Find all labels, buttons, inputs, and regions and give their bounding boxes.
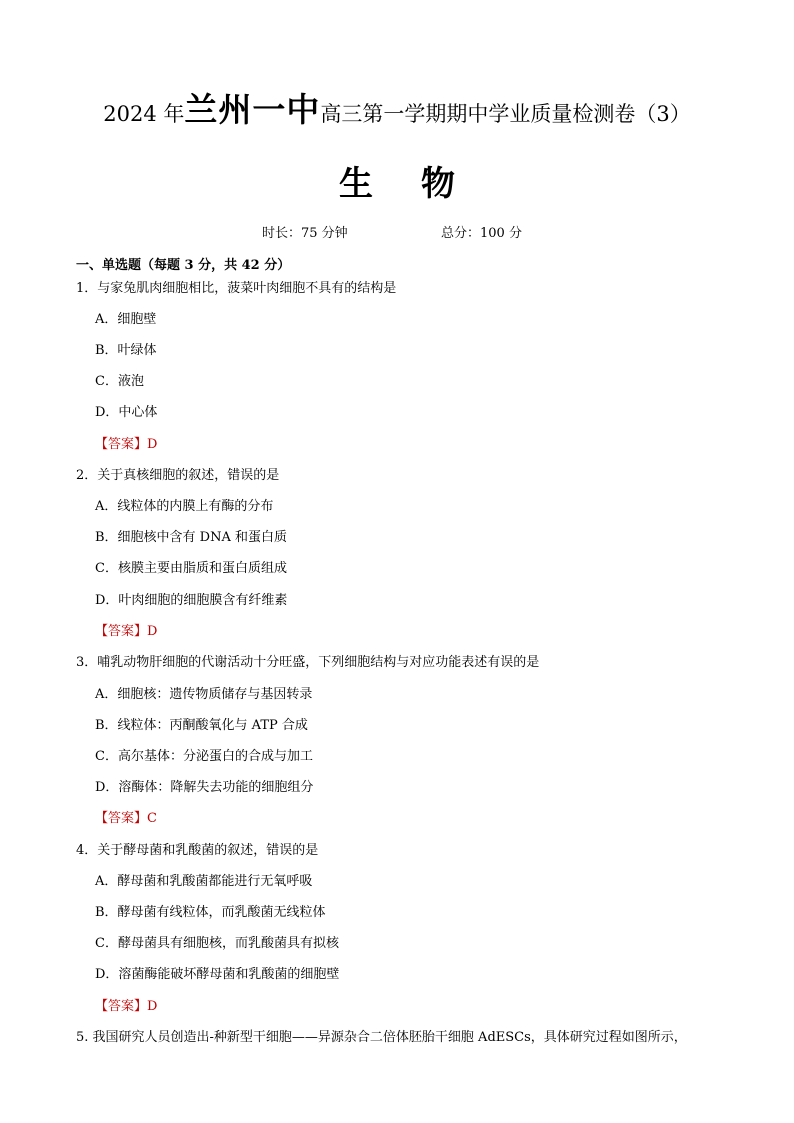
option: C．核膜主要由脂质和蛋白质组成 [95, 561, 287, 576]
option: C．高尔基体：分泌蛋白的合成与加工 [95, 749, 313, 764]
section-heading: 一、单选题（每题 3 分，共 42 分） [76, 258, 291, 273]
option: D．溶酶体：降解失去功能的细胞组分 [95, 780, 314, 795]
question-stem: 4．关于酵母菌和乳酸菌的叙述，错误的是 [76, 843, 319, 858]
answer-line [95, 810, 157, 828]
exam-title [0, 90, 794, 134]
answer-label: 【答案】 [95, 437, 148, 452]
title-year: 2024 年 [103, 102, 185, 126]
option: B．细胞核中含有 DNA 和蛋白质 [95, 530, 288, 545]
answer-line [95, 623, 157, 641]
subject-heading: 生物 [339, 164, 503, 204]
duration-text: 时长：75 分钟 [262, 226, 348, 241]
answer-value: D [147, 437, 158, 452]
answer-line [95, 436, 157, 454]
answer-label: 【答案】 [95, 999, 148, 1014]
option: A．细胞壁 [95, 312, 157, 327]
option: A．细胞核：遗传物质储存与基因转录 [95, 687, 313, 702]
answer-value: D [147, 999, 158, 1014]
question-stem: 5. 我国研究人员创造出-种新型干细胞——异源杂合二倍体胚胎干细胞 AdESCs，具体研究过程如图所示， [76, 1030, 687, 1045]
option: A．线粒体的内膜上有酶的分布 [95, 499, 274, 514]
title-rest: 高三第一学期期中学业质量检测卷（3） [320, 102, 691, 126]
question-stem: 3．哺乳动物肝细胞的代谢活动十分旺盛，下列细胞结构与对应功能表述有误的是 [76, 655, 540, 670]
answer-label: 【答案】 [95, 624, 148, 639]
option: C．液泡 [95, 374, 144, 389]
answer-label: 【答案】 [95, 811, 148, 826]
total-score-text: 总分：100 分 [441, 226, 522, 241]
option: D．中心体 [95, 405, 158, 420]
title-school: 兰州一中 [184, 90, 321, 129]
answer-value: C [147, 811, 157, 826]
option: D．溶菌酶能破坏酵母菌和乳酸菌的细胞壁 [95, 967, 340, 982]
option: D．叶肉细胞的细胞膜含有纤维素 [95, 593, 288, 608]
question-stem: 2．关于真核细胞的叙述，错误的是 [76, 468, 280, 483]
option: C．酵母菌具有细胞核，而乳酸菌具有拟核 [95, 936, 339, 951]
question-stem: 1．与家兔肌肉细胞相比，菠菜叶肉细胞不具有的结构是 [76, 281, 397, 296]
option: B．酵母菌有线粒体，而乳酸菌无线粒体 [95, 905, 326, 920]
answer-value: D [147, 624, 158, 639]
option: B．线粒体：丙酮酸氧化与 ATP 合成 [95, 718, 308, 733]
option: B．叶绿体 [95, 343, 157, 358]
answer-line [95, 998, 157, 1016]
option: A．酵母菌和乳酸菌都能进行无氧呼吸 [95, 874, 313, 889]
